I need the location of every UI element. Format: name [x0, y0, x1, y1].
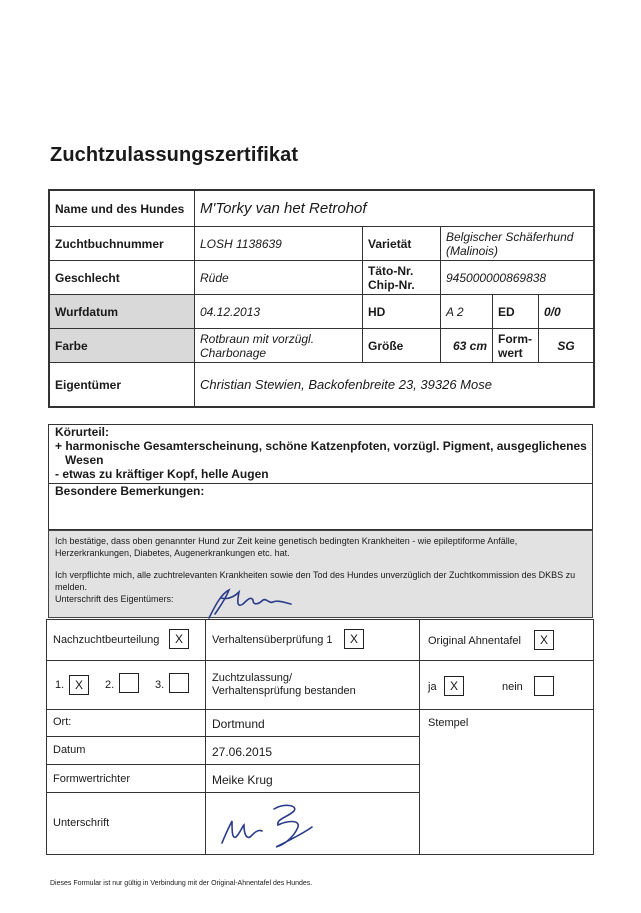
name-value: M'Torky van het Retrohof — [195, 191, 594, 227]
ahnentafel-checkbox[interactable]: X — [534, 630, 554, 650]
richter-value-cell — [205, 764, 420, 793]
zuchtzulassung-cell — [205, 660, 420, 710]
owner-signature-label: Unterschrift des Eigentümers: — [55, 594, 174, 604]
verhalten-label: Verhaltensüberprüfung 1 — [212, 634, 333, 646]
nein-label: nein — [502, 681, 523, 693]
nachzucht-label: Nachzuchtbeurteilung — [53, 634, 160, 646]
taeto-label: Täto-Nr. Chip-Nr. — [363, 261, 441, 295]
geschlecht-label: Geschlecht — [50, 261, 195, 295]
zb-label: Zuchtbuchnummer — [50, 227, 195, 261]
declaration-p1: Ich bestätige, dass oben genannter Hund zur Zeit keine genetisch bedingten Krankheiten - wie epileptiforme Anfälle, Herzerkrankungen, Diabetes, Augenerkrankungen etc. hat. — [55, 536, 518, 558]
verhalten-cell — [205, 619, 420, 661]
zuchtzulassung-line2: Verhaltensprüfung bestanden — [212, 685, 356, 697]
koerurteil-line1: + harmonische Gesamterscheinung, schöne Katzenpfoten, vorzügl. Pigment, ausgeglichenes — [55, 439, 587, 453]
hd-label: HD — [363, 295, 441, 329]
richter-label-cell — [46, 764, 206, 793]
judge-signature — [214, 797, 324, 853]
groesse-value: 63 cm — [441, 329, 493, 363]
geschlecht-value: Rüde — [195, 261, 363, 295]
nachzucht-cell — [46, 619, 206, 661]
farbe-value: Rotbraun mit vorzügl. Charbonage — [195, 329, 363, 363]
bestanden-cell — [419, 660, 594, 710]
koerurteil-line2: - etwas zu kräftiger Kopf, helle Augen — [55, 467, 269, 481]
ja-checkbox[interactable]: X — [444, 676, 464, 696]
ahnentafel-cell — [419, 619, 594, 661]
stage1-checkbox[interactable]: X — [69, 675, 89, 695]
ort-value: Dortmund — [212, 717, 265, 731]
datum-value: 27.06.2015 — [212, 745, 273, 759]
ahnentafel-label: Original Ahnentafel — [428, 635, 521, 647]
richter-label: Formwertrichter — [53, 773, 131, 785]
ort-value-cell — [205, 709, 420, 737]
koerurteil-box — [48, 424, 593, 530]
ort-label-cell — [46, 709, 206, 737]
eigentuemer-value: Christian Stewien, Backofenbreite 23, 39326 Mose — [195, 363, 594, 407]
groesse-label: Größe — [363, 329, 441, 363]
taeto-value: 945000000869838 — [441, 261, 594, 295]
stage3-checkbox[interactable] — [169, 673, 189, 693]
ed-label: ED — [493, 295, 539, 329]
zuchtzulassung-text — [212, 672, 356, 698]
farbe-label: Farbe — [50, 329, 195, 363]
page-title: Zuchtzulassungszertifikat — [50, 144, 299, 166]
bemerkungen-label: Besondere Bemerkungen: — [49, 483, 592, 498]
stempel-cell — [419, 709, 594, 855]
formwert-label: Form-wert — [493, 329, 539, 363]
koerurteil-line1b: Wesen — [65, 453, 104, 467]
ja-label: ja — [428, 681, 437, 693]
wurf-value: 04.12.2013 — [195, 295, 363, 329]
dog-info-table — [48, 189, 595, 408]
declaration-p2: Ich verpflichte mich, alle zuchtrelevanten Krankheiten sowie den Tod des Hundes unverzüglich der Zuchtkommission des DKBS zu melden. — [55, 570, 576, 592]
unterschrift-value-cell — [205, 792, 420, 855]
nachzucht-checkbox[interactable]: X — [169, 629, 189, 649]
richter-value: Meike Krug — [212, 773, 273, 787]
footer-note: Dieses Formular ist nur gültig in Verbindung mit der Original-Ahnentafel des Hundes. — [50, 880, 313, 887]
hd-value: A 2 — [441, 295, 493, 329]
stempel-label: Stempel — [428, 717, 469, 729]
owner-signature — [195, 586, 305, 622]
verhalten-checkbox[interactable]: X — [344, 629, 364, 649]
zuchtzulassung-line1: Zuchtzulassung/ — [212, 672, 293, 684]
varietaet-label: Varietät — [363, 227, 441, 261]
unterschrift-label-cell — [46, 792, 206, 855]
nein-checkbox[interactable] — [534, 676, 554, 696]
stage3-label: 3. — [155, 679, 165, 691]
formwert-value: SG — [539, 329, 594, 363]
zb-value: LOSH 1138639 — [195, 227, 363, 261]
name-label: Name und des Hundes — [50, 191, 195, 227]
datum-value-cell — [205, 736, 420, 765]
datum-label: Datum — [53, 744, 86, 756]
unterschrift-label: Unterschrift — [53, 817, 110, 829]
wurf-label: Wurfdatum — [50, 295, 195, 329]
eigentuemer-label: Eigentümer — [50, 363, 195, 407]
ed-value: 0/0 — [539, 295, 594, 329]
varietaet-value: Belgischer Schäferhund (Malinois) — [441, 227, 594, 261]
stage-cell — [46, 660, 206, 710]
koerurteil-heading: Körurteil: — [55, 425, 109, 439]
declaration-box — [48, 530, 593, 618]
datum-label-cell — [46, 736, 206, 765]
stage2-label: 2. — [105, 679, 115, 691]
ort-label: Ort: — [53, 716, 72, 728]
stage1-label: 1. — [55, 679, 65, 691]
stage2-checkbox[interactable] — [119, 673, 139, 693]
